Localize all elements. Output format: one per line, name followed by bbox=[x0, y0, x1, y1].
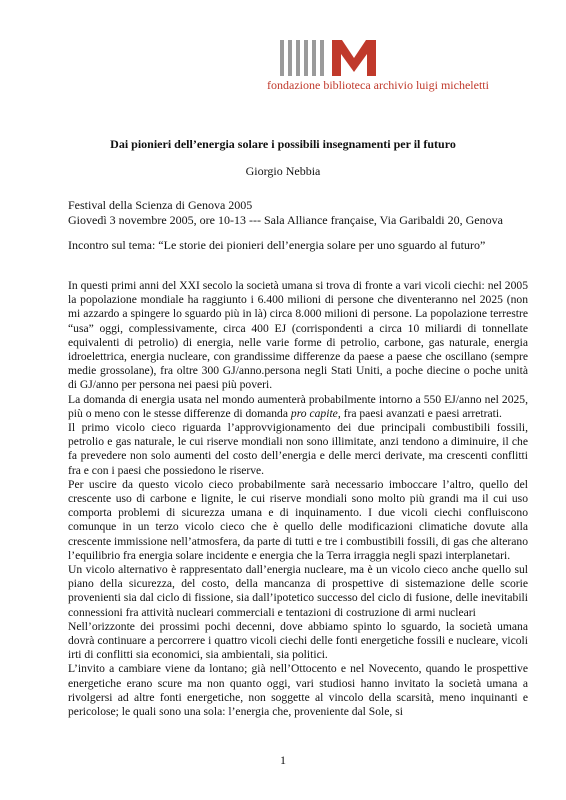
foundation-name: fondazione biblioteca archivio luigi micheletti bbox=[267, 78, 489, 92]
body-paragraph: In questi primi anni del XXI secolo la società umana si trova di fronte a vari vicoli ciechi: nel 2005 la popolazione mondiale ha raggiunto i 6.400 milioni di persone che diventeranno nel 2025 (non mi azzardo a spingere lo sguardo più in là) circa 8.000 milioni di persone. La popolazione terrestre “usa” oggi, complessivamente, circa 400 EJ (corrispondenti a circa 10 miliardi di tonnellate equivalenti di petrolio) di energia, nelle varie forme di petrolio, carbone, gas naturale, energia idroelettrica, energia nucleare, con grandissime differenze da paese a paese che oscillano (sempre medie grossolane), fra oltre 300 GJ/anno.persona negli Stati Uniti, a poche diecine o poche unità di GJ/anno per persona nei paesi più poveri. bbox=[68, 279, 528, 392]
document-author: Giorgio Nebbia bbox=[245, 164, 321, 178]
page-number: 1 bbox=[280, 753, 286, 767]
body-paragraph: L’invito a cambiare viene da lontano; già nell’Ottocento e nel Novecento, quando le prospettive energetiche erano scure ma non quanto oggi, vari studiosi hanno invitato la società umana a rivolgersi ad altre fonti energetiche, non soggette al vincolo della scarsità, meno inquinanti e pericolose; le quali sono una sola: l’energia che, proveniente dal Sole, si bbox=[68, 662, 528, 719]
body-paragraph: La domanda di energia usata nel mondo aumenterà probabilmente intorno a 550 EJ/anno nel 2025, più o meno con le stesse differenze di domanda pro capite, fra paesi avanzati e paesi arretrati. bbox=[68, 392, 528, 420]
body-paragraph: Un vicolo alternativo è rappresentato dall’energia nucleare, ma è un vicolo cieco anche quello sul piano della sicurezza, del costo, della mancanza di prospettive di sistemazione delle scorie provenienti sia dal ciclo di fissione, sia dall’ipotetico successo del ciclo di fusione, delle inevitabili connessioni fra attività nucleari commerciali e tentazioni di costruzione di armi nucleari bbox=[68, 563, 528, 619]
body-paragraph: Il primo vicolo cieco riguarda l’approvvigionamento dei due principali combustibili fossili, petrolio e gas naturale, le cui riserve mondiali non sono illimitate, anzi tendono a diminuire, il che fa prevedere non solo aumenti del costo dell’energia e delle merci derivate, ma crescenti conflitti fra e con i paesi che possiedono le riserve. bbox=[68, 421, 528, 477]
logo-bar bbox=[312, 40, 316, 76]
foundation-logo bbox=[280, 40, 376, 76]
event-topic: Incontro sul tema: “Le storie dei pionieri dell’energia solare per uno sguardo al futuro” bbox=[68, 238, 486, 252]
logo-bar bbox=[280, 40, 284, 76]
document-title: Dai pionieri dell’energia solare i possibili insegnamenti per il futuro bbox=[110, 137, 456, 151]
body-paragraph: Per uscire da questo vicolo cieco probabilmente sarà necessario imboccare l’altro, quello del crescente uso di carbone e lignite, le cui riserve mondiali sono molto più grandi ma il cui uso comporta problemi di sicurezza umana e di inquinamento. I due vicoli ciechi confluiscono comunque in un terzo vicolo cieco che è quello delle modificazioni climatiche dovute alla crescente immissione nell’atmosfera, da parte di tutti e tre i combustibili fossili, di gas che alterano l’equilibrio fra energia solare incidente e energia che la Terra irraggia negli spazi interplanetari. bbox=[68, 477, 528, 562]
logo-bar bbox=[288, 40, 292, 76]
event-name: Festival della Scienza di Genova 2005 bbox=[68, 198, 253, 212]
document-body bbox=[68, 279, 528, 719]
logo-bar bbox=[320, 40, 324, 76]
logo-bar bbox=[304, 40, 308, 76]
logo-bar bbox=[296, 40, 300, 76]
logo-m-mark bbox=[332, 40, 376, 76]
body-paragraph: Nell’orizzonte dei prossimi pochi decenni, dove abbiamo spinto lo sguardo, la società umana dovrà continuare a percorrere i quattro vicoli ciechi delle fonti energetiche fossili e nucleare, vicoli irti di conflitti sia economici, sia ambientali, sia politici. bbox=[68, 619, 528, 662]
event-details: Giovedì 3 novembre 2005, ore 10-13 --- Sala Alliance française, Via Garibaldi 20, Genova bbox=[68, 213, 503, 227]
emphasis-text: pro capite bbox=[290, 406, 338, 420]
